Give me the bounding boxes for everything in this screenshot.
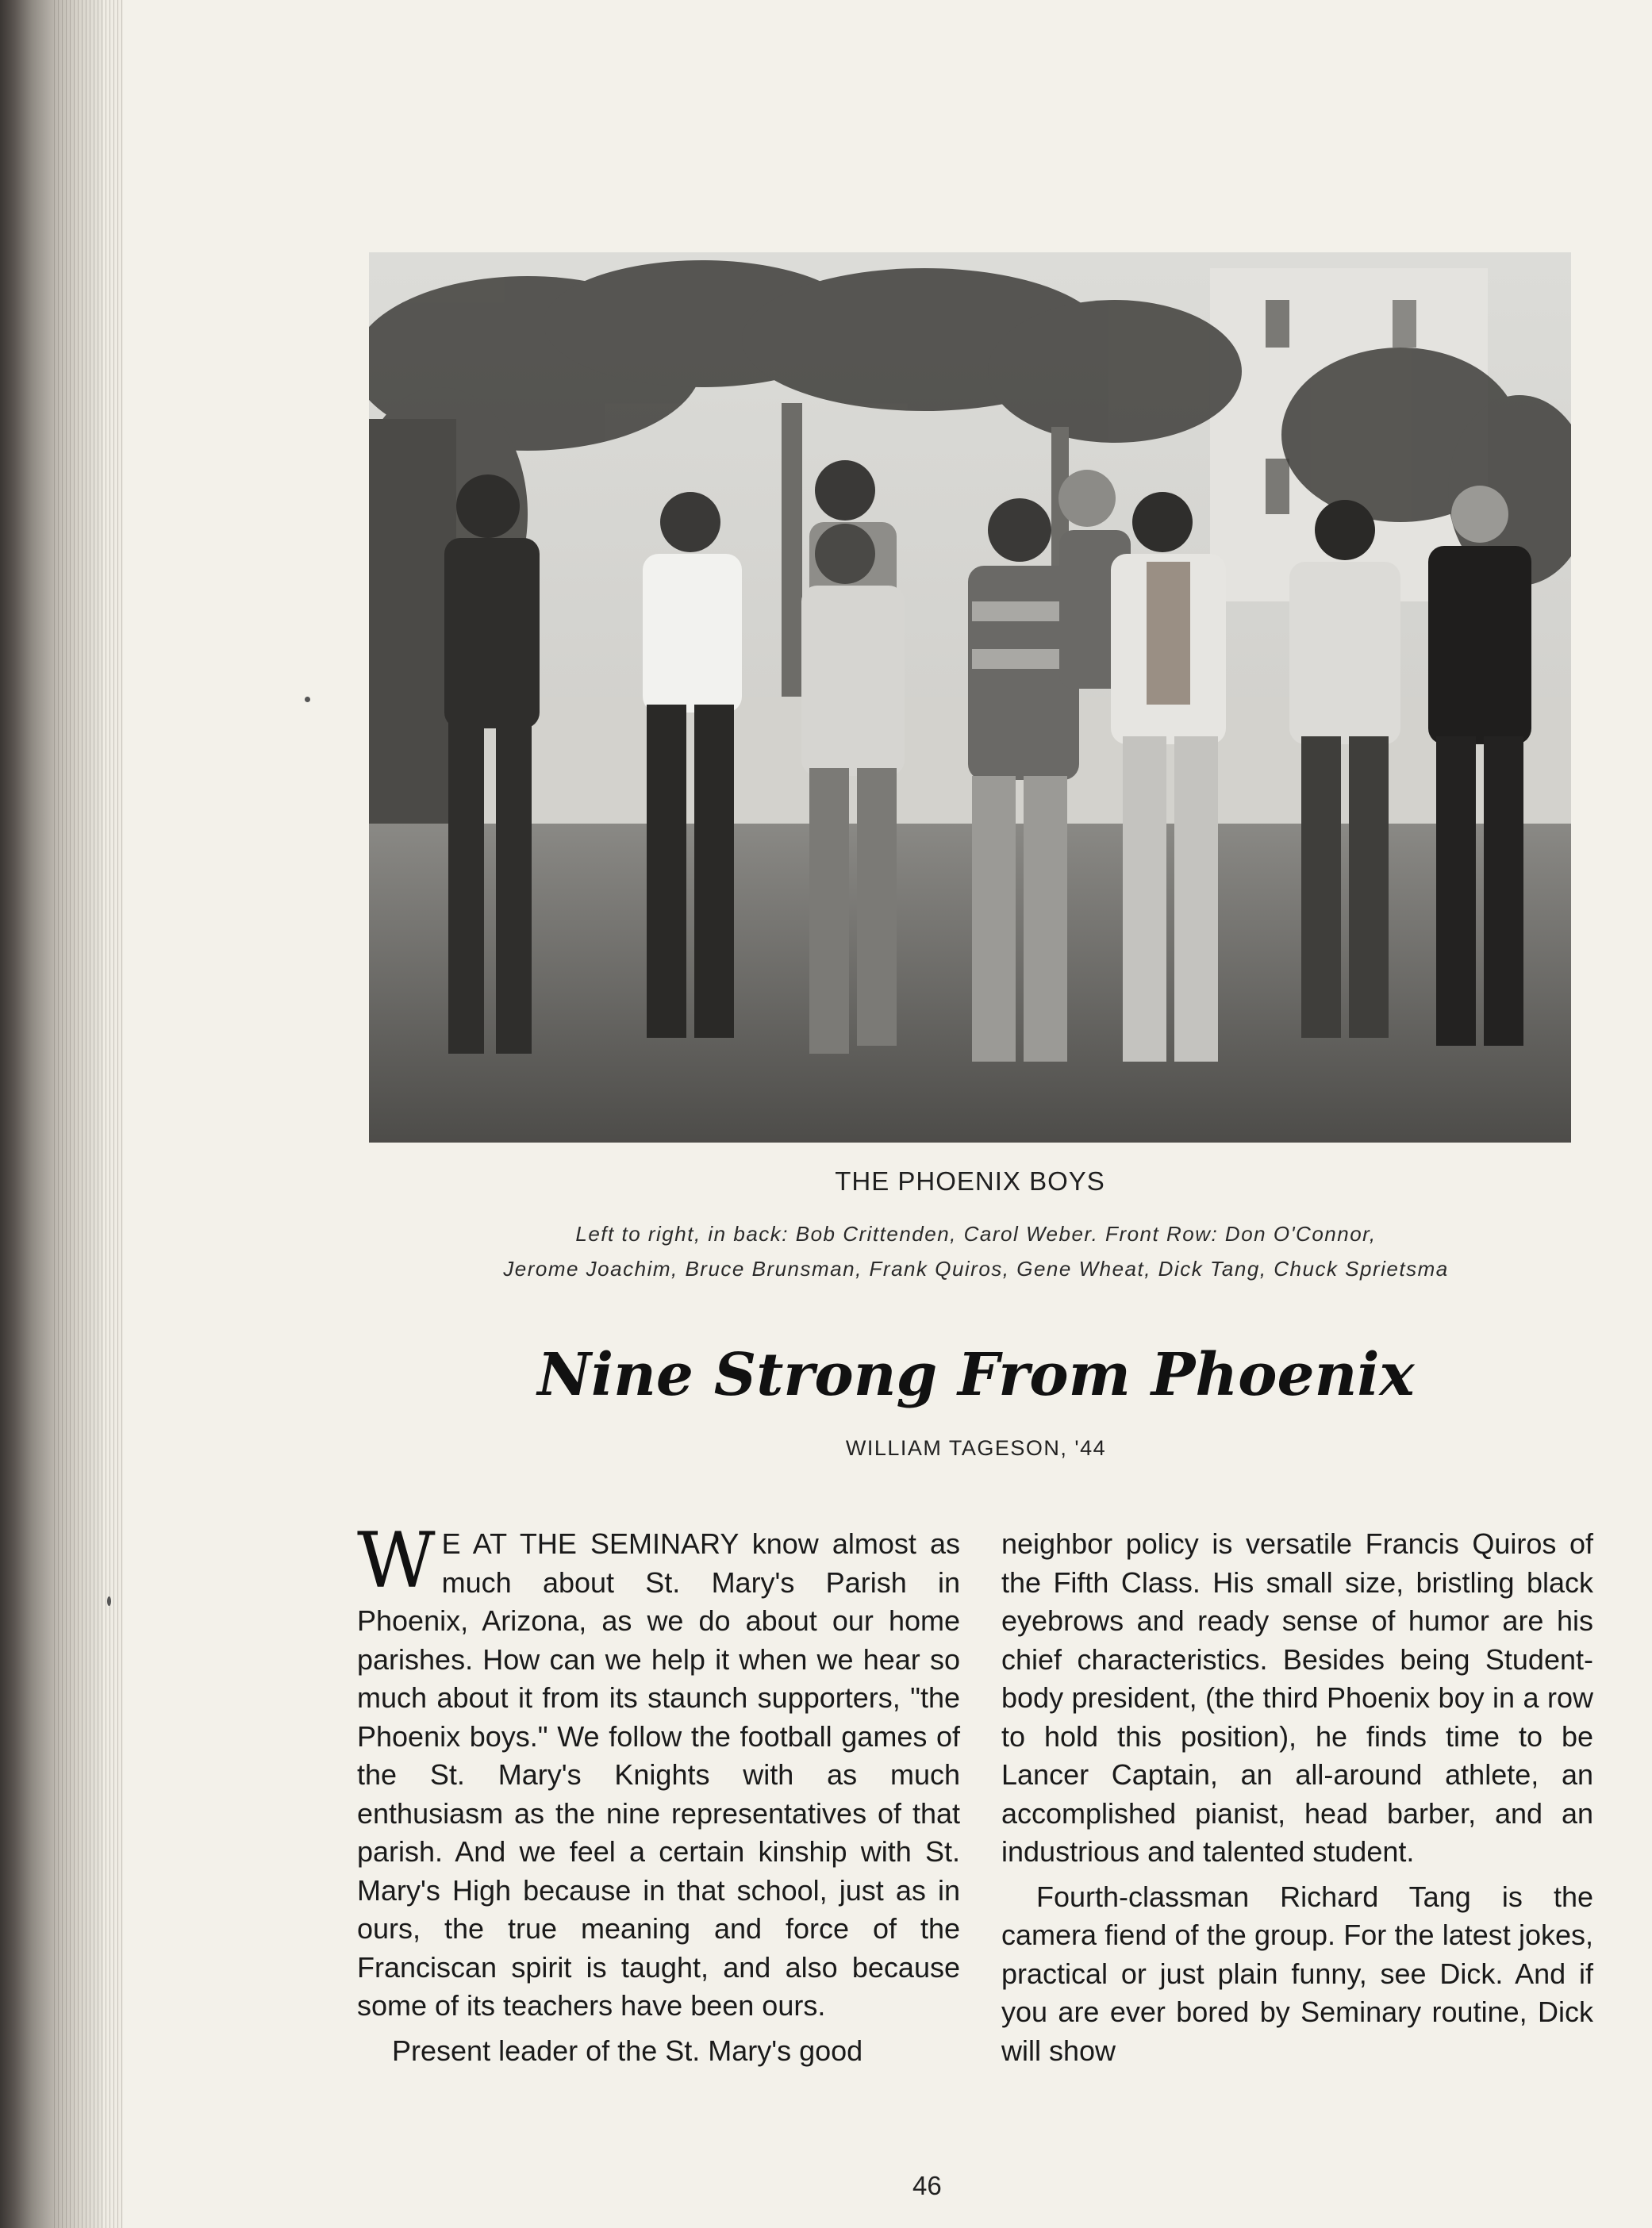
photo-caption-line-2: Jerome Joachim, Bruce Brunsman, Frank Quiros, Gene Wheat, Dick Tang, Chuck Sprietsma xyxy=(503,1257,1449,1281)
article-byline: WILLIAM TAGESON, '44 xyxy=(845,1436,1107,1460)
print-speck xyxy=(305,697,310,702)
print-speck xyxy=(107,1596,111,1606)
photo-title: THE PHOENIX BOYS xyxy=(835,1166,1105,1196)
left-paragraph-1 xyxy=(357,1516,960,2026)
page-edges xyxy=(54,0,125,2228)
article-title: Nine Strong From Phoenix xyxy=(537,1341,1415,1409)
page-number: 46 xyxy=(912,2171,942,2200)
article-column-right xyxy=(1001,1525,1593,2070)
drop-cap: W xyxy=(357,1516,436,1605)
right-paragraph-2: Fourth-classman Richard Tang is the camera fiend of the group. For the latest jokes, practical or just plain funny, see Dick. And if you are ever bored by Seminary routine, Dick will show xyxy=(1001,1880,1593,2067)
article-column-left xyxy=(357,1516,960,2070)
photo-caption-line-1: Left to right, in back: Bob Crittenden, Carol Weber. Front Row: Don O'Connor, xyxy=(575,1222,1377,1246)
group-photo xyxy=(369,252,1571,1143)
right-paragraph-1: neighbor policy is versatile Francis Quiros of the Fifth Class. His small size, bristling black eyebrows and ready sense of humor are his chief characteristics. Besides being Student-body president, (the third Phoenix boy in a row to hold this position), he finds time to be Lancer Captain, an all-around athlete, an accomplished pianist, head barber, and an industrious and talented student. xyxy=(1001,1527,1593,1868)
left-paragraph-1-text: E AT THE SEMINARY know almost as much about St. Mary's Parish in Phoenix, Arizona, as we do about our home parishes. How can we help it when we hear so much about it from its staunch supporters, "the Phoenix boys." We follow the football games of the St. Mary's Knights with as much enthusiasm as the nine representatives of that parish. And we feel a certain kinship with St. Mary's High because in that school, just as in ours, the true meaning and force of the Franciscan spirit is taught, and also because some of its teachers have been ours. xyxy=(357,1527,960,2022)
left-paragraph-2: Present leader of the St. Mary's good xyxy=(392,2034,863,2067)
